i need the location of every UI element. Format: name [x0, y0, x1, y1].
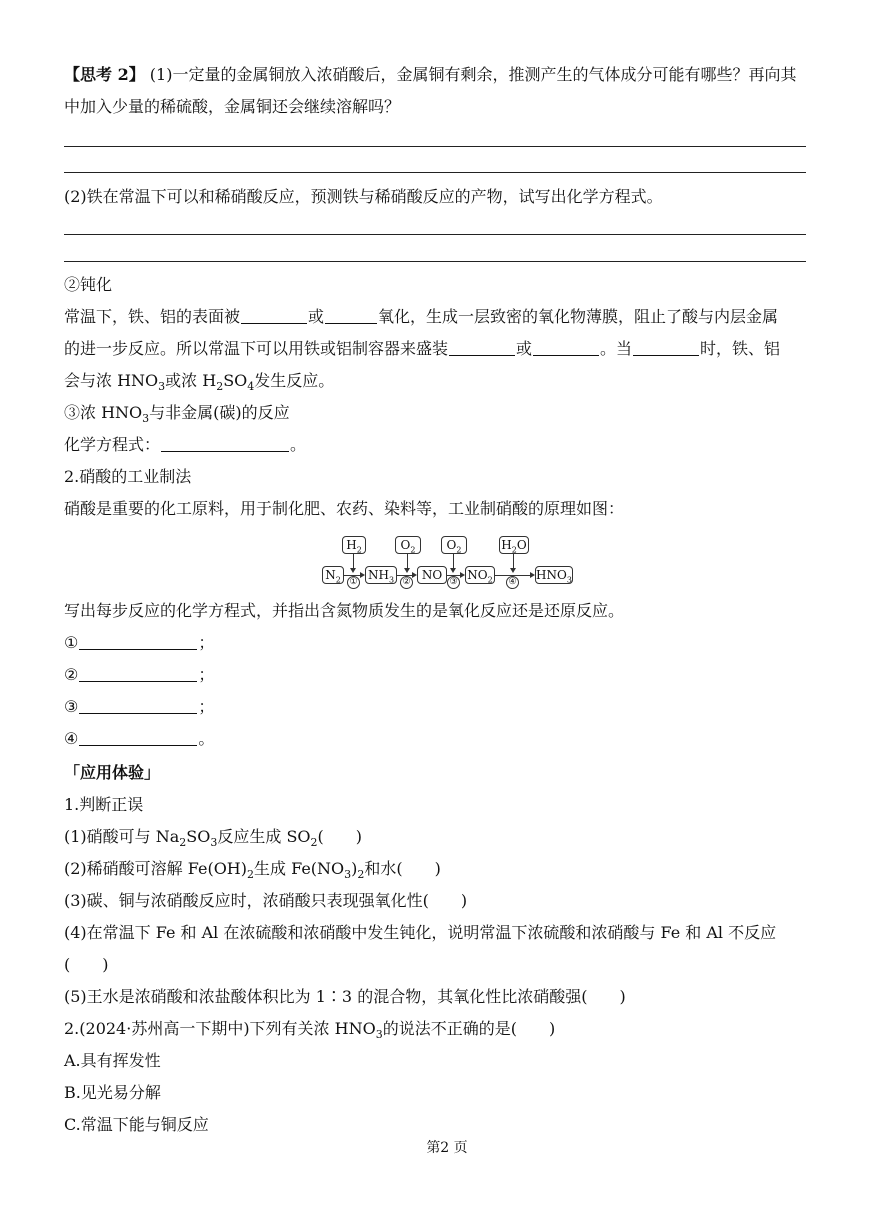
text: H — [346, 538, 357, 552]
subscript: 3 — [388, 575, 395, 585]
subscript: 3 — [142, 412, 150, 426]
text: (1)硝酸可与 Na — [64, 827, 180, 846]
step-number: ④ — [64, 729, 79, 748]
species-no2 — [465, 566, 495, 584]
text: H — [501, 538, 512, 552]
subscript: 2 — [356, 545, 362, 555]
arrow-head — [530, 572, 535, 578]
subscript: 2 — [179, 836, 187, 850]
practice-heading: 「应用体验」 — [64, 763, 161, 782]
text: 。当 — [600, 339, 633, 358]
industrial-intro: 硝酸是重要的化工原料，用于制化肥、农药、染料等，工业制硝酸的原理如图： — [64, 499, 625, 518]
think2-question1-line1 — [64, 64, 796, 86]
judge-item-5: (5)王水是浓硝酸和浓盐酸体积比为 1∶3 的混合物，其氧化性比浓硝酸强( ) — [64, 987, 626, 1006]
arrow-head — [360, 572, 365, 578]
judge-item-4-line1: (4)在常温下 Fe 和 Al 在浓硫酸和浓硝酸中发生钝化，说明常温下浓硫酸和浓硝酸与 Fe 和 Al 不反应 — [64, 923, 777, 942]
arrow-head — [460, 572, 465, 578]
subscript: 4 — [247, 380, 255, 394]
reagent-h2 — [342, 536, 366, 554]
species-hno3 — [535, 566, 573, 584]
passivation-line1 — [64, 306, 778, 328]
arrow-head — [350, 568, 356, 573]
option-c[interactable]: C.常温下能与铜反应 — [64, 1115, 209, 1134]
text: ； — [198, 633, 215, 652]
subscript: 2 — [410, 545, 416, 555]
think2-question1-line2: 中加入少量的稀硫酸，金属铜还会继续溶解吗？ — [64, 97, 401, 116]
nitric-acid-process-diagram — [322, 534, 574, 588]
answer-line[interactable] — [64, 234, 806, 235]
judge-item-4-line2[interactable]: ( ) — [64, 955, 109, 974]
judge-item-2 — [64, 858, 441, 886]
subscript: 2 — [335, 575, 341, 585]
text: N — [325, 568, 336, 582]
fill-blank[interactable] — [79, 697, 197, 714]
subscript: 2 — [456, 545, 462, 555]
page-number: 第2 页 — [426, 1140, 468, 1156]
fill-blank[interactable] — [79, 729, 197, 746]
text: 会与浓 HNO — [64, 371, 159, 390]
judge-item-3: (3)碳、铜与浓硝酸反应时，浓硝酸只表现强氧化性( ) — [64, 891, 468, 910]
answer-line[interactable] — [64, 146, 806, 147]
judge-heading: 1.判断正误 — [64, 795, 144, 814]
text: HNO — [536, 568, 567, 582]
text: 化学方程式： — [64, 435, 161, 454]
text: 时，铁、铝 — [700, 339, 781, 358]
text: ③浓 HNO — [64, 403, 143, 422]
text: 常温下，铁、铝的表面被 — [64, 307, 241, 326]
subscript: 2 — [511, 545, 517, 555]
subscript: 2 — [247, 868, 255, 882]
option-b[interactable]: B.见光易分解 — [64, 1083, 161, 1102]
text: 发生反应。 — [254, 371, 335, 390]
step-number: ② — [64, 665, 79, 684]
text: SO — [223, 371, 248, 390]
arrow-head — [510, 568, 516, 573]
text: 与非金属(碳)的反应 — [149, 403, 290, 422]
passivation-line2 — [64, 338, 780, 360]
text: (2)稀硝酸可溶解 Fe(OH) — [64, 859, 248, 878]
text: 反应生成 SO — [217, 827, 311, 846]
passivation-heading: ②钝化 — [64, 275, 113, 294]
text: 或 — [516, 339, 533, 358]
fill-blank[interactable] — [633, 339, 699, 356]
subscript: 2 — [357, 868, 365, 882]
fill-blank[interactable] — [79, 665, 197, 682]
step-label-2: ② — [400, 576, 413, 589]
question-2-stem — [64, 1018, 555, 1046]
text: SO — [186, 827, 211, 846]
arrow-head — [412, 572, 417, 578]
answer-parens[interactable]: 和水( ) — [364, 859, 441, 878]
carbon-equation — [64, 434, 306, 456]
step-answer-4 — [64, 728, 214, 750]
step-answer-2 — [64, 664, 214, 686]
industrial-instruction: 写出每步反应的化学方程式，并指出含氮物质发生的是氧化反应还是还原反应。 — [64, 601, 625, 620]
text: NO — [421, 568, 443, 582]
reagent-h2o — [499, 536, 529, 554]
species-no — [417, 566, 447, 584]
arrow-head — [450, 568, 456, 573]
subscript: 3 — [158, 380, 166, 394]
text: O — [516, 538, 527, 552]
text: O — [446, 538, 457, 552]
text: 。 — [198, 729, 215, 748]
fill-blank[interactable] — [79, 633, 197, 650]
step-answer-1 — [64, 632, 214, 654]
fill-blank[interactable] — [161, 435, 289, 452]
answer-line[interactable] — [64, 172, 806, 173]
text: NH — [367, 568, 389, 582]
text: ) — [351, 859, 358, 878]
text: 氧化，生成一层致密的氧化物薄膜，阻止了酸与内层金属 — [378, 307, 779, 326]
text: 或浓 H — [165, 371, 217, 390]
text: ； — [198, 697, 215, 716]
subscript: 3 — [375, 1028, 383, 1042]
passivation-line3 — [64, 370, 334, 398]
fill-blank[interactable] — [449, 339, 515, 356]
subscript: 2 — [487, 575, 493, 585]
subscript: 3 — [210, 836, 218, 850]
fill-blank[interactable] — [241, 307, 307, 324]
reagent-o2 — [395, 536, 421, 554]
species-n2 — [322, 566, 344, 584]
step-label-1: ① — [347, 576, 360, 589]
step-number: ③ — [64, 697, 79, 716]
answer-parens[interactable]: ( ) — [317, 827, 363, 846]
species-nh3 — [365, 566, 397, 584]
arrow-head — [404, 568, 410, 573]
text: 。 — [290, 435, 307, 454]
judge-item-1 — [64, 826, 362, 854]
text: 2.(2024·苏州高一下期中)下列有关浓 HNO — [64, 1019, 376, 1038]
text: 的说法不正确的是( ) — [382, 1019, 556, 1038]
text: 或 — [308, 307, 325, 326]
step-label-4: ④ — [506, 576, 519, 589]
reagent-o2 — [441, 536, 467, 554]
step-label-3: ③ — [447, 576, 460, 589]
text: O — [400, 538, 411, 552]
subscript: 3 — [344, 868, 352, 882]
step-answer-3 — [64, 696, 214, 718]
think2-tag: 【思考 2】 — [64, 65, 145, 84]
fill-blank[interactable] — [533, 339, 599, 356]
fill-blank[interactable] — [325, 307, 377, 324]
subscript: 2 — [216, 380, 224, 394]
text: ； — [198, 665, 215, 684]
think2-q1-text: (1)一定量的金属铜放入浓硝酸后，金属铜有剩余，推测产生的气体成分可能有哪些？再向其 — [144, 65, 797, 84]
text: 生成 Fe(NO — [254, 859, 345, 878]
option-a[interactable]: A.具有挥发性 — [64, 1051, 161, 1070]
industrial-heading: 2.硝酸的工业制法 — [64, 467, 192, 486]
carbon-heading — [64, 402, 290, 430]
think2-question2: (2)铁在常温下可以和稀硝酸反应，预测铁与稀硝酸反应的产物，试写出化学方程式。 — [64, 187, 663, 206]
answer-line[interactable] — [64, 261, 806, 262]
text: NO — [467, 568, 488, 582]
subscript: 3 — [566, 575, 572, 585]
step-number: ① — [64, 633, 79, 652]
text: 的进一步反应。所以常温下可以用铁或铝制容器来盛装 — [64, 339, 449, 358]
subscript: 2 — [310, 836, 318, 850]
